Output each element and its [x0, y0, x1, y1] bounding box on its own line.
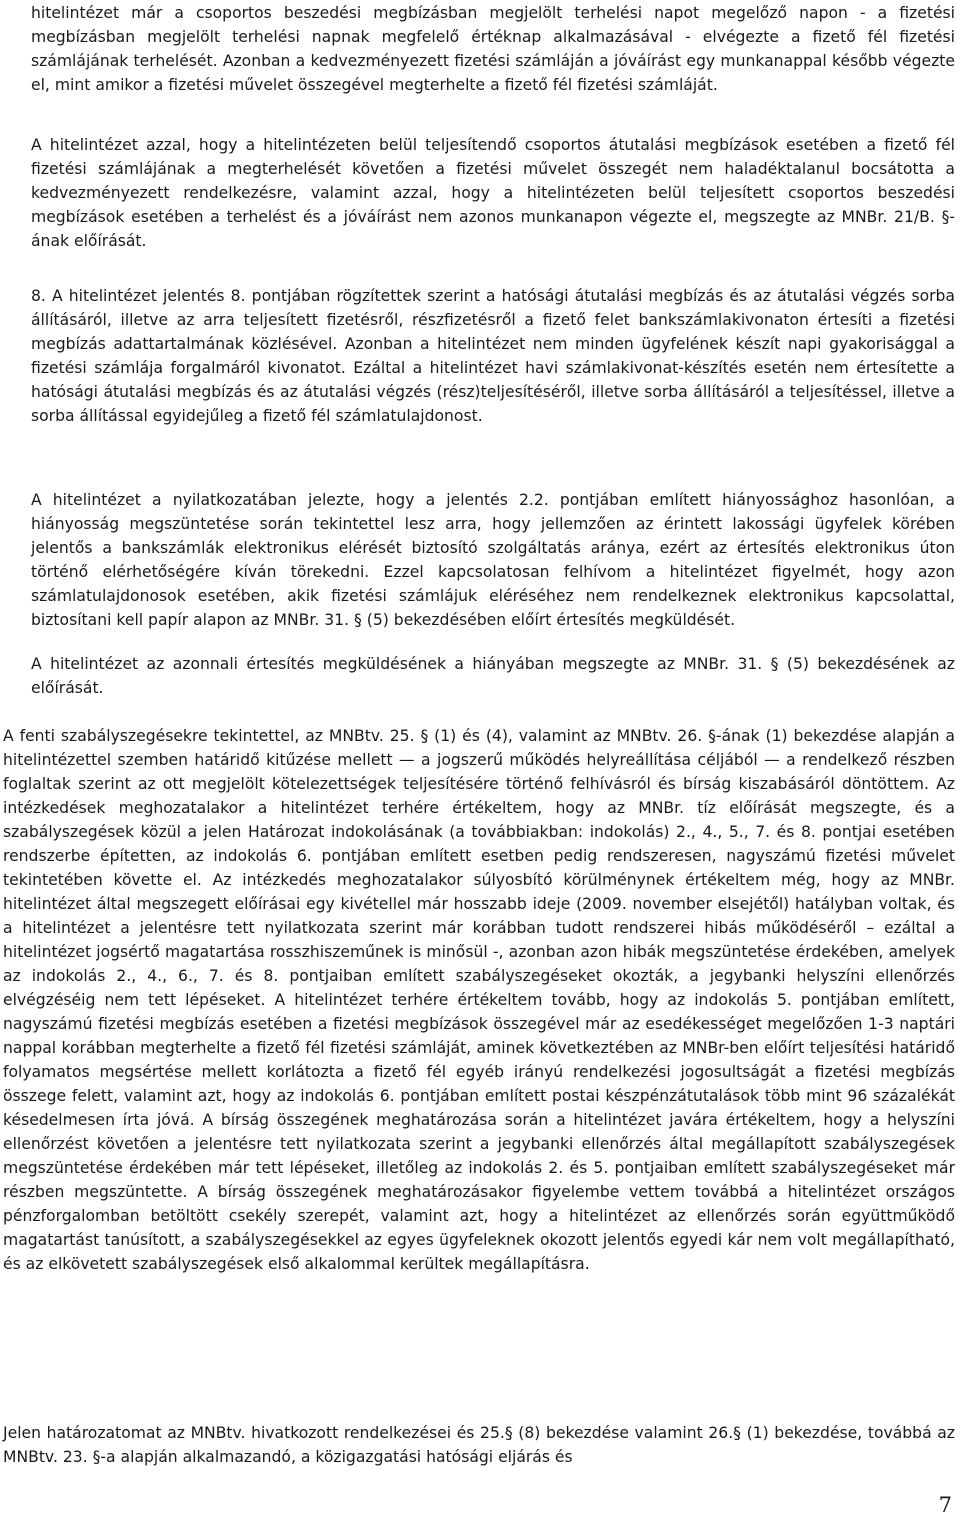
paragraph-notification-breach: A hitelintézet az azonnali értesítés megküldésének a hiányában megszegte az MNBr. 31. § (5) bekezdésének az előírását.	[31, 655, 955, 697]
paragraph-transfer-violation: A hitelintézet azzal, hogy a hitelintézeten belül teljesítendő csoportos átutalási megbízások esetében a fizető fél fizetési számlájának a megterhelését követően a fizetési művelet összegét nem haladéktalanul bocsátotta a kedvezményezett rendelkezésre, valamint azzal, hogy a hitelintézeten belül teljesített csoportos beszedési megbízások esetében a terhelést és a jóváírást nem azonos munkanapon végezte el, megszegte az MNBr. 21/B. §-ának előírását.	[31, 136, 955, 250]
page-number: 7	[938, 1493, 952, 1517]
paragraph-sanctions-decision: A fenti szabályszegésekre tekintettel, az MNBtv. 25. § (1) és (4), valamint az MNBtv. 26. §-ának (1) bekezdése alapján a hitelintézettel szemben határidő kitűzése mellett — a jogszerű működés helyreállítása céljából — a rendelkező részben foglaltak szerint az ott megjelölt kötelezettségek teljesítésére történő felhívásról és bírság kiszabásáról döntöttem. Az intézkedések meghozatalakor a hitelintézet terhére értékeltem, hogy az MNBr. tíz előírását megszegte, és a szabályszegések közül a jelen Határozat indokolásának (a továbbiakban: indokolás) 2., 4., 5., 7. és 8. pontjai esetében rendszerbe építetten, az indokolás 6. pontjában említett esetben pedig rendszeresen, nagyszámú fizetési művelet tekintetében követte el. Az intézkedés meghozatalakor súlyosbító körülménynek értékeltem még, hogy az MNBr. hitelintézet által megszegett előírásai egy kivétellel már hosszabb ideje (2009. november elsejétől) hatályban voltak, és a hitelintézet a jelentésre tett nyilatkozata szerint már korábban tudott rendszerei hibás működéséről – ezáltal a hitelintézet jogsértő magatartása rosszhiszeműnek is minősül -, azonban azon hibák megszüntetése érdekében, amelyek az indokolás 2., 4., 6., 7. és 8. pontjaiban említett szabályszegéseket okozták, a jegybanki helyszíni ellenőrzés elvégzéséig nem tett lépéseket. A hitelintézet terhére értékeltem tovább, hogy az indokolás 5. pontjában említett, nagyszámú fizetési megbízás esetében a fizetési megbízások összegével már az esedékességet megelőzően 1-3 naptári nappal korábban megterhelte a fizető fél fizetési számláját, aminek következtében az MNBr-ben előírt teljesítési határidő folyamatos megsértése mellett korlátozta a fizető fél egyéb irányú rendelkezési jogosultságát a fizetési megbízás összege felett, valamint azt, hogy az indokolás 6. pontjában említett postai készpénzátutalások több mint 96 százalékát késedelmesen írta jóvá. A bírság összegének meghatározása során a hitelintézet javára értékeltem, hogy a helyszíni ellenőrzést követően a jelentésre tett nyilatkozata szerint a jegybanki ellenőrzés által megállapított szabályszegések megszüntetése érdekében már tett lépéseket, illetőleg az indokolás 2. és 5. pontjaiban említett szabályszegéseket már részben megszüntette. A bírság összegének meghatározásakor figyelembe vettem továbbá a hitelintézet országos pénzforgalomban betöltött csekély szerepét, valamint azt, hogy a hitelintézet az ellenőrzés során együttműködő magatartást tanúsított, a szabályszegésekkel az egyes ügyfeleknek okozott jelentős egyedi kár nem volt megállapítható, és az elkövetett szabályszegések első alkalommal kerültek megállapításra.	[3, 727, 955, 1273]
paragraph-legal-basis: Jelen határozatomat az MNBtv. hivatkozott rendelkezései és 25.§ (8) bekezdése valamint 26.§ (1) bekezdése, továbbá az MNBtv. 23. §-a alapján alkalmazandó, a közigazgatási hatósági eljárás és	[3, 1424, 955, 1466]
paragraph-bank-statement: A hitelintézet a nyilatkozatában jelezte, hogy a jelentés 2.2. pontjában említett hiányossághoz hasonlóan, a hiányosság megszüntetése során tekintettel lesz arra, hogy jellemzően az érintett lakossági ügyfelek körében jelentős a bankszámlák elektronikus elérését biztosító szolgáltatás aránya, ezért az értesítés elektronikus úton történő elérhetőségére kíván törekedni. Ezzel kapcsolatosan felhívom a hitelintézet figyelmét, hogy azon számlatulajdonosok esetében, akik fizetési számlájuk eléréséhez nem rendelkeznek elektronikus kapcsolattal, biztosítani kell papír alapon az MNBr. 31. § (5) bekezdésében előírt értesítés megküldését.	[31, 491, 955, 629]
paragraph-section-8-report: 8. A hitelintézet jelentés 8. pontjában rögzítettek szerint a hatósági átutalási megbízás és az átutalási végzés sorba állításáról, illetve az arra teljesített fizetésről, részfizetésről a fizető felet bankszámlakivonaton értesíti a fizetési megbízás adattartalmának közlésével. Azonban a hitelintézet nem minden ügyfelének készít napi gyakorisággal a fizetési számlája forgalmáról kivonatot. Ezáltal a hitelintézet havi számlakivonat-készítés esetén nem értesítette a hatósági átutalási megbízás és az átutalási végzés (rész)teljesítéséről, illetve sorba állításáról a teljesítéssel, illetve a sorba állítással egyidejűleg a fizető fél számlatulajdonost.	[31, 287, 955, 425]
paragraph-direct-debit-timing: hitelintézet már a csoportos beszedési megbízásban megjelölt terhelési napot megelőző napon - a fizetési megbízásban megjelölt terhelési napnak megfelelő értéknap alkalmazásával - elvégezte a fizető fél fizetési számlájának terhelését. Azonban a kedvezményezett fizetési számláján a jóváírást egy munkanappal később végezte el, mint amikor a fizetési művelet összegével megterhelte a fizető fél fizetési számláját.	[31, 4, 955, 94]
